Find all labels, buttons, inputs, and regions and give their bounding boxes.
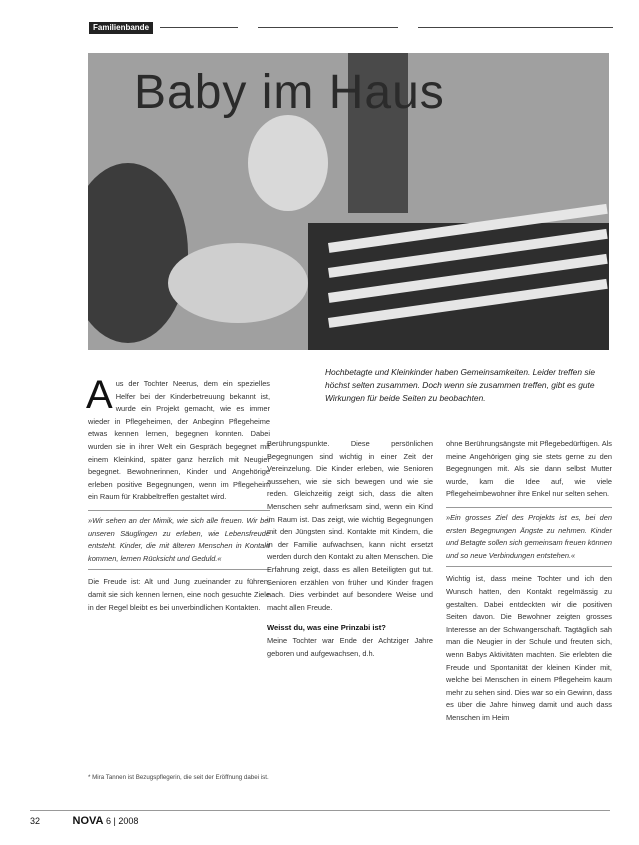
header-rule-right [418,27,613,28]
col3-body2: Wichtig ist, dass meine Tochter und ich den Wunsch hatten, den Kontakt regelmässig zu gestalten. Dabei entdeckten wir die positiven Seiten davon. Die Bewohner zeigten grosses Interesse an der Schwangerschaft. Tagtäglich sah man die Neugier in der Schule und freuten sich, wenn Babys Aktivitäten machten. Sie erlebten die Freude und Spontanität der kleinen Kinder mit, welche bei Menschen in einem Pflegeheim kaum mehr zu sehen sind. Dies war so ein Gewinn, dass es über die Jahre hinweg damit und auch dass Menschen im Heim [446,574,612,722]
footer-rule [30,810,610,811]
photo-caption: Hochbetagte und Kleinkinder haben Gemeinsamkeiten. Leider treffen sie höchst selten zusammen. Doch wenn sie zusammen treffen, gibt es gute Wirkungen für beide Seiten zu beobachten. [325,367,596,403]
column-3 [446,438,612,724]
col3-pull-quote: »Ein grosses Ziel des Projekts ist es, bei den ersten Begegnungen Ängste zu nehmen. Kinder und Betagte sollen sich gemeinsam freuen können und so neue Verbindungen entstehen.« [446,507,612,567]
column-1 [86,373,270,614]
page-number: 32 [30,816,41,826]
drop-cap: A [86,373,113,417]
col1-body: Die Freude ist: Alt und Jung zueinander zu führen, damit sie sich kennen lernen, eine noch gesuchte Ziele in der Regel bleibt es bei unverbindlichen Kontakten. [88,577,270,612]
photo-title: Baby im Haus [134,66,445,119]
col2-body: Berührungspunkte. Diese persönlichen Begegnungen sind wichtig in einer Zeit der Vereinzelung. Die Kinder erleben, wie Senioren aussehen, wie sie sich bewegen und wie sie reden. Gleichzeitig zeigt sich, dass die alten Menschen sehr aufmerksam sind, wenn ein Kind im Raum ist. Das zeigt, wie wichtig Begegnungen mit den Jüngsten sind. Kontakte mit Kindern, die in der Familie aufwachsen, kann nicht ersetzt werden durch den Kontakt zu alten Menschen. Die Erfahrung zeigt, dass es allen Beteiligten gut tut. Senioren erzählen von früher und Kinder fragen nach. Dies verbindet auf besondere Weise und macht allen Freude. [267,439,433,612]
header-rule-left [160,27,238,28]
column-2 [267,438,433,660]
page-footer [30,815,138,827]
col2-body2: Meine Tochter war Ende der Achtziger Jahre geboren und aufgewachsen, d.h. [267,635,433,658]
col1-footnote: * Mira Tannen ist Bezugspflegerin, die seit der Eröffnung dabei ist. [88,774,269,781]
magazine-brand: NOVA [72,815,104,827]
header-rule-mid [258,27,398,28]
section-tag: Familienbande [89,22,153,34]
col1-pull-quote: »Wir sehen an der Mimik, wie sich alle freuen. Wir bei unseren Säuglingen zu erleben, wie Lebensfreude entsteht. Kinder, die mit älteren Menschen in Kontakt kommen, lernen Rücksicht und Geduld.« [88,510,270,570]
col3-body: ohne Berührungsängste mit Pflegebedürftigen. Als meine Angehörigen ging sie stets gerne zu den Begegnungen mit. Als sie dann selbst Mutter wurde, kam die Idee auf, wie viele Pflegeheimbewohner ihre Enkel nur selten sehen. [446,439,612,499]
issue-number: 6 | 2008 [106,816,139,826]
col2-subhead: Weisst du, was eine Prinzabi ist? [267,623,386,633]
col1-intro: us der Tochter Neerus, dem ein spezielles Helfer bei der Kinderbetreuung bekannt ist, wurde ein Projekt gemacht, wie es immer wieder in Pflegeheimen, der Anbeginn Pflegeheime etwas kennen lernen, begegnen konnten. Dabei wurden sie in ihrer Welt ein Gespräch begegnet mit einem Kleinkind, später ganz herzlich mit Neugier begegnet. Bewohnerinnen, Kinder und Angehörige erleben positive Begegnungen, wenn im Pflegeheim ein Raum für Krabbeltreffen gestaltet wird. [88,379,270,502]
